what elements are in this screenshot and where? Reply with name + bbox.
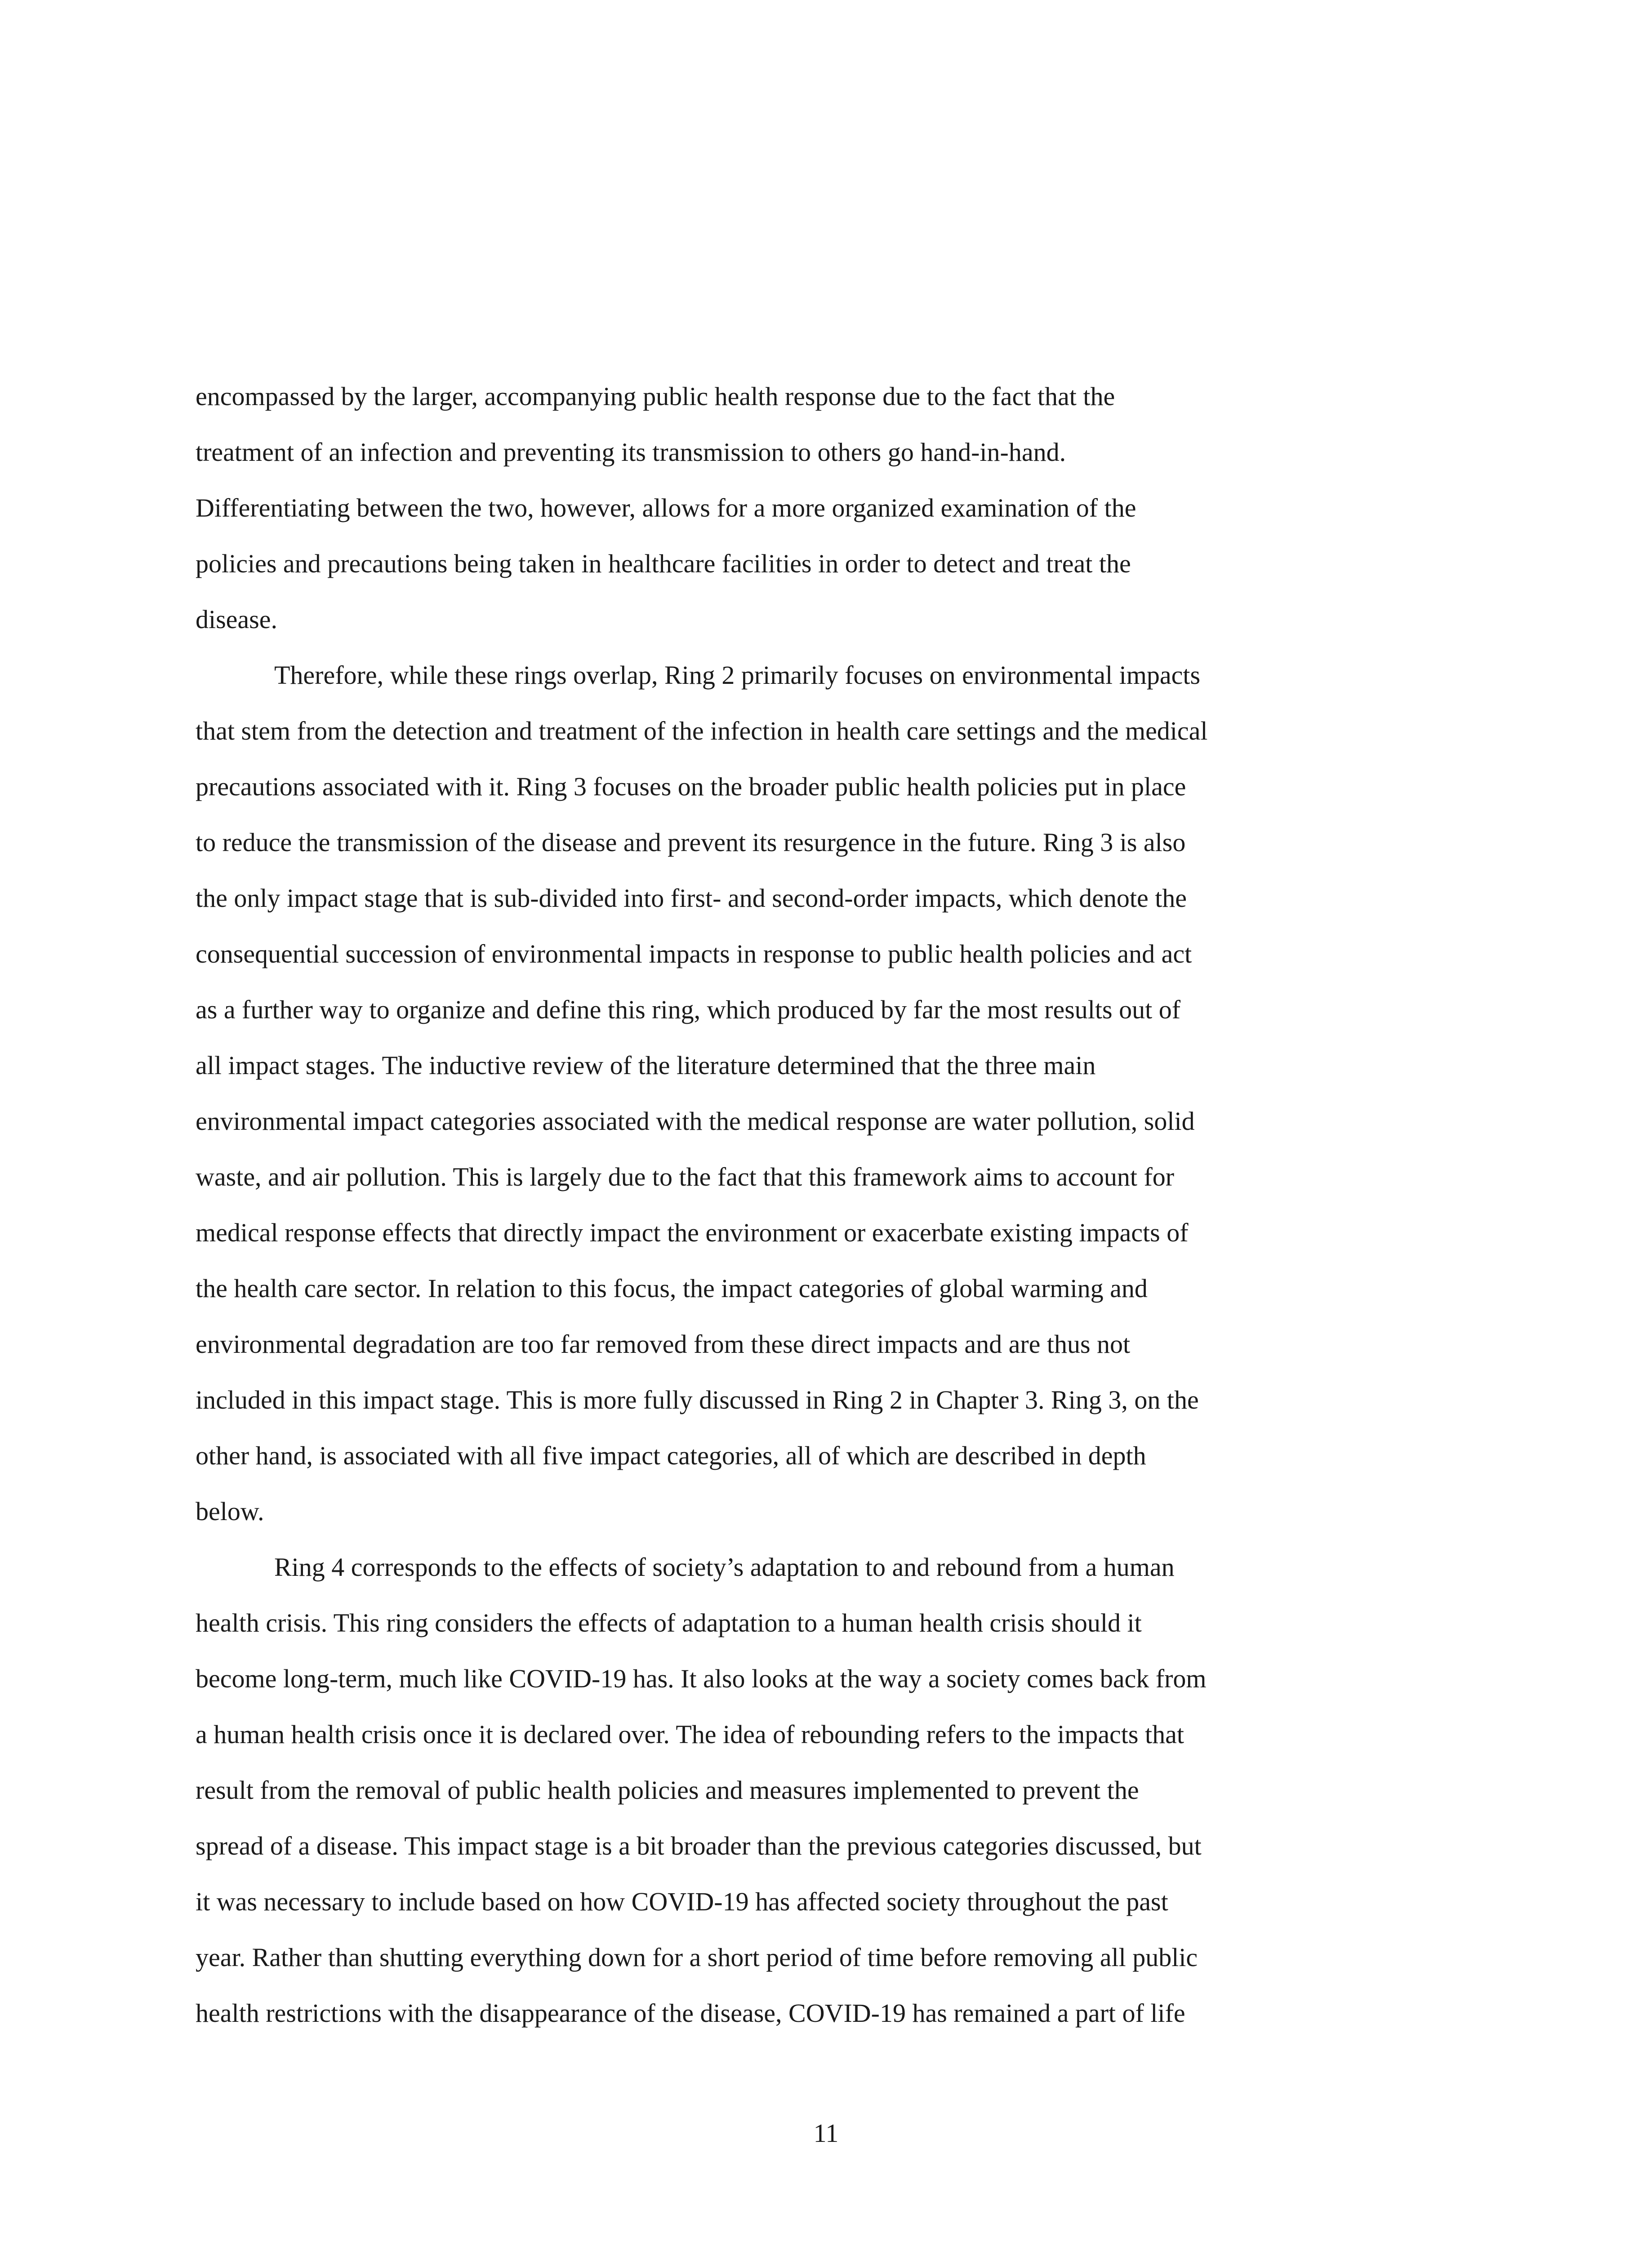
text-line: environmental impact categories associated with the medical response are water pollution, solid	[196, 1106, 1195, 1136]
text-line: environmental degradation are too far removed from these direct impacts and are thus not	[196, 1329, 1131, 1359]
text-line: medical response effects that directly impact the environment or exacerbate existing impacts of	[196, 1218, 1189, 1247]
body-text	[196, 369, 1459, 2041]
text-line: policies and precautions being taken in healthcare facilities in order to detect and treat the	[196, 549, 1131, 578]
text-line: health crisis. This ring considers the effects of adaptation to a human health crisis should it	[196, 1608, 1142, 1637]
text-line: other hand, is associated with all five impact categories, all of which are described in depth	[196, 1441, 1146, 1470]
text-line: health restrictions with the disappearance of the disease, COVID-19 has remained a part of life	[196, 1998, 1185, 2028]
text-line: as a further way to organize and define this ring, which produced by far the most results out of	[196, 995, 1181, 1024]
text-line: Differentiating between the two, however, allows for a more organized examination of the	[196, 493, 1136, 522]
text-line: below.	[196, 1497, 264, 1526]
text-line: disease.	[196, 605, 277, 634]
text-line: a human health crisis once it is declared over. The idea of rebounding refers to the impacts that	[196, 1720, 1184, 1749]
text-line: to reduce the transmission of the disease and prevent its resurgence in the future. Ring 3 is also	[196, 828, 1186, 857]
text-line: become long-term, much like COVID-19 has. It also looks at the way a society comes back from	[196, 1664, 1207, 1693]
text-line: year. Rather than shutting everything down for a short period of time before removing all public	[196, 1943, 1198, 1972]
text-line: treatment of an infection and preventing its transmission to others go hand-in-hand.	[196, 437, 1066, 467]
page-number: 11	[813, 2119, 839, 2148]
text-line: included in this impact stage. This is more fully discussed in Ring 2 in Chapter 3. Ring 3, on the	[196, 1385, 1199, 1414]
text-line: waste, and air pollution. This is largely due to the fact that this framework aims to account for	[196, 1162, 1175, 1191]
text-line: spread of a disease. This impact stage is a bit broader than the previous categories discussed, but	[196, 1831, 1202, 1860]
paragraph-first-line: Ring 4 corresponds to the effects of society’s adaptation to and rebound from a human	[274, 1552, 1175, 1582]
text-line: precautions associated with it. Ring 3 focuses on the broader public health policies put in place	[196, 772, 1186, 801]
text-line: the health care sector. In relation to this focus, the impact categories of global warming and	[196, 1274, 1148, 1303]
text-line: the only impact stage that is sub-divided into first- and second-order impacts, which denote the	[196, 883, 1187, 913]
text-line: that stem from the detection and treatment of the infection in health care settings and the medical	[196, 716, 1208, 745]
text-line: it was necessary to include based on how COVID-19 has affected society throughout the past	[196, 1887, 1168, 1916]
text-line: consequential succession of environmental impacts in response to public health policies and act	[196, 939, 1192, 968]
text-line: encompassed by the larger, accompanying public health response due to the fact that the	[196, 382, 1115, 411]
text-line: result from the removal of public health policies and measures implemented to prevent the	[196, 1775, 1139, 1805]
text-line: all impact stages. The inductive review of the literature determined that the three main	[196, 1051, 1096, 1080]
paragraph-first-line: Therefore, while these rings overlap, Ring 2 primarily focuses on environmental impacts	[274, 660, 1201, 690]
